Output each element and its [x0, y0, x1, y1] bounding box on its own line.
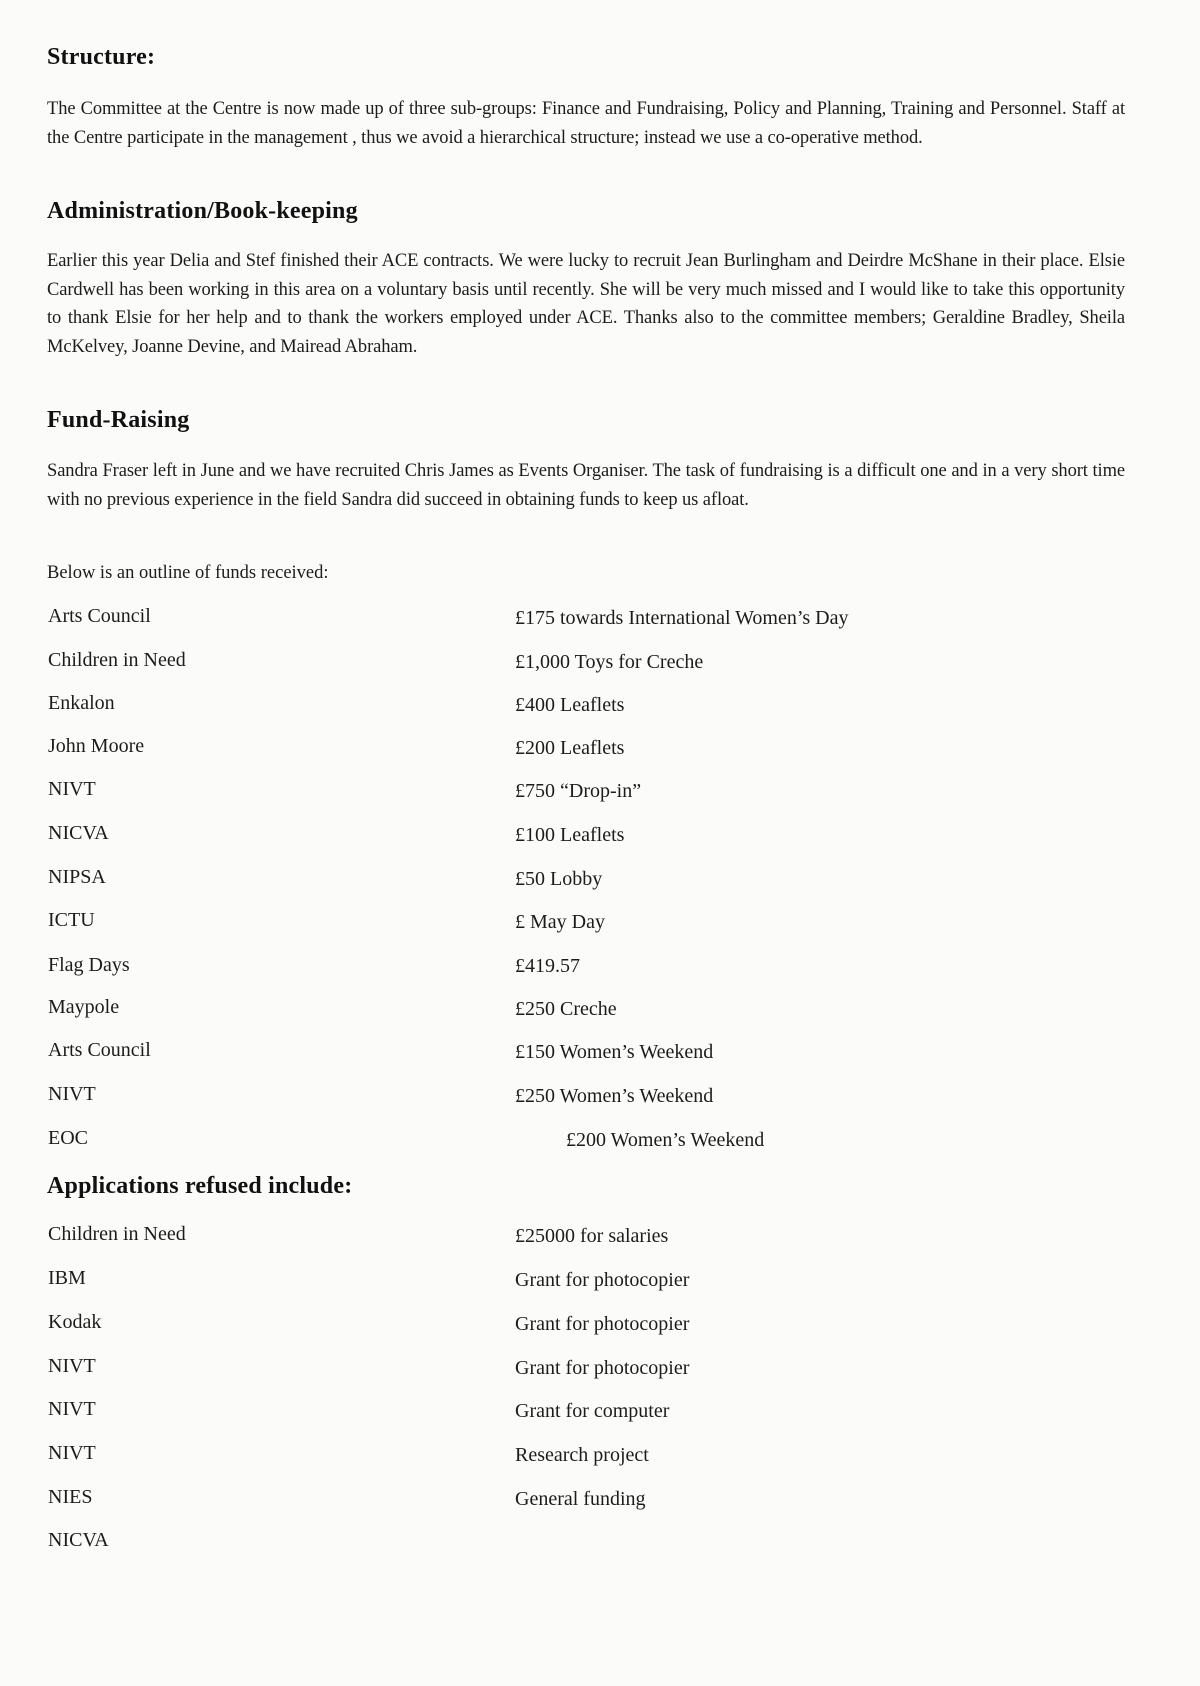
funder-name: NICVA: [48, 822, 109, 844]
funder-name: IBM: [48, 1267, 86, 1289]
fund-detail: £50 Lobby: [515, 868, 603, 890]
admin-heading: Administration/Book-keeping: [47, 198, 358, 224]
funder-name: Enkalon: [48, 692, 115, 714]
fund-detail: £1,000 Toys for Creche: [515, 651, 704, 673]
fund-detail: £200 Women’s Weekend: [566, 1129, 765, 1151]
structure-heading: Structure:: [47, 44, 156, 70]
funder-name: Maypole: [48, 996, 120, 1018]
funder-name: NIVT: [48, 1083, 96, 1105]
fund-detail: £250 Women’s Weekend: [515, 1085, 714, 1107]
funder-name: NIVT: [48, 1398, 96, 1420]
application-detail: Grant for photocopier: [515, 1269, 690, 1291]
fund-detail: £250 Creche: [515, 998, 617, 1020]
funder-name: NIVT: [48, 1442, 96, 1464]
funder-name: Kodak: [48, 1311, 102, 1333]
admin-paragraph: Earlier this year Delia and Stef finished their ACE contracts. We were lucky to recruit Jean Burlingham and Deirdre McShane in their place. Elsie Cardwell has been working in this area on a voluntary basis until recently. She will be very much missed and I would like to take this opportunity to thank Elsie for her help and to thank the workers employed under ACE. Thanks also to the committee members; Geraldine Bradley, Sheila McKelvey, Joanne Devine, and Mairead Abraham.: [47, 251, 1125, 357]
application-detail: Grant for photocopier: [515, 1313, 690, 1335]
application-detail: Research project: [515, 1444, 649, 1466]
funder-name: NIPSA: [48, 866, 106, 888]
fund-detail: £400 Leaflets: [515, 694, 625, 716]
fund-detail: £419.57: [515, 955, 580, 977]
fund-detail: £150 Women’s Weekend: [515, 1041, 714, 1063]
application-detail: Grant for photocopier: [515, 1357, 690, 1379]
funder-name: ICTU: [48, 909, 95, 931]
fund-detail: £100 Leaflets: [515, 824, 625, 846]
structure-paragraph: The Committee at the Centre is now made up of three sub-groups: Finance and Fundraising, Policy and Planning, Training and Personnel. Staff at the Centre participate in the management , thus we avoid a hierarchical structure; instead we use a co-operative method.: [47, 99, 1125, 148]
funder-name: NIVT: [48, 778, 96, 800]
fund-detail: £ May Day: [515, 911, 605, 933]
funder-name: Arts Council: [48, 605, 151, 627]
funds-intro: Below is an outline of funds received:: [47, 563, 329, 583]
funder-name: EOC: [48, 1127, 88, 1149]
fund-detail: £750 “Drop-in”: [515, 780, 642, 802]
fundraising-heading: Fund-Raising: [47, 407, 190, 433]
funder-name: John Moore: [48, 735, 145, 757]
funder-name: Children in Need: [48, 1223, 186, 1245]
application-detail: £25000 for salaries: [515, 1225, 669, 1247]
fund-detail: £200 Leaflets: [515, 737, 625, 759]
application-detail: General funding: [515, 1488, 646, 1510]
funder-name: NIVT: [48, 1355, 96, 1377]
fundraising-paragraph: Sandra Fraser left in June and we have recruited Chris James as Events Organiser. The task of fundraising is a difficult one and in a very short time with no previous experience in the field Sandra did succeed in obtaining funds to keep us afloat.: [47, 461, 1125, 510]
refused-heading: Applications refused include:: [47, 1173, 353, 1199]
application-detail: Grant for computer: [515, 1400, 670, 1422]
funder-name: Children in Need: [48, 649, 186, 671]
funder-name: Arts Council: [48, 1039, 151, 1061]
funder-name: Flag Days: [48, 954, 130, 976]
funder-name: NICVA: [48, 1529, 109, 1551]
fund-detail: £175 towards International Women’s Day: [515, 607, 849, 629]
funder-name: NIES: [48, 1486, 93, 1508]
